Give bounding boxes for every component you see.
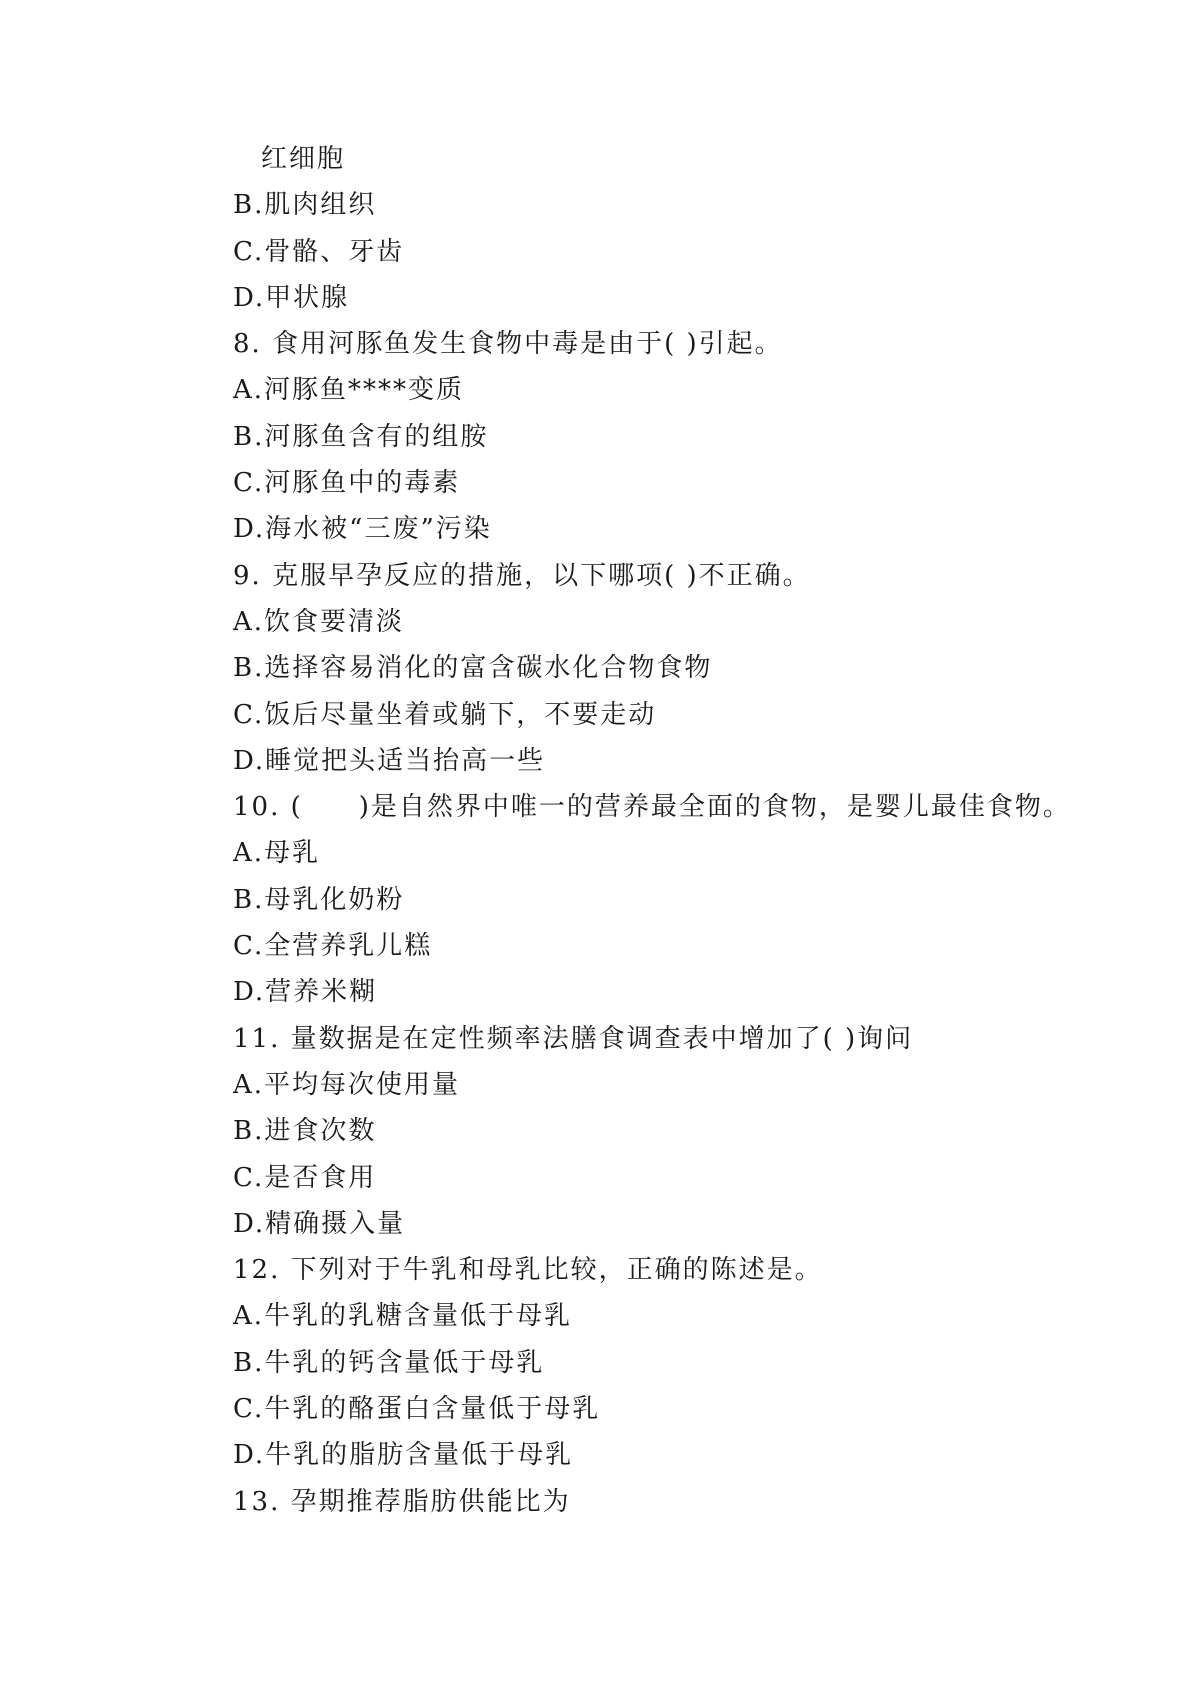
- answer-option: C.骨骼、牙齿: [233, 236, 405, 267]
- answer-option: B.牛乳的钙含量低于母乳: [233, 1347, 545, 1378]
- question-13: 13. 孕期推荐脂肪供能比为: [233, 1486, 571, 1517]
- answer-option: D.睡觉把头适当抬高一些: [233, 745, 546, 776]
- answer-option: A.饮食要清淡: [233, 606, 405, 637]
- answer-option: B.选择容易消化的富含碳水化合物食物: [233, 653, 713, 684]
- question-9: 9. 克服早孕反应的措施，以下哪项( )不正确。: [233, 560, 811, 591]
- answer-option: C.全营养乳儿糕: [233, 931, 433, 962]
- answer-option: D.海水被“三废”污染: [233, 514, 492, 545]
- answer-option: B.河豚鱼含有的组胺: [233, 421, 489, 452]
- answer-option: C.是否食用: [233, 1162, 377, 1193]
- question-10: 10. ( )是自然界中唯一的营养最全面的食物，是婴儿最佳食物。: [233, 792, 1071, 823]
- answer-option: D.牛乳的脂肪含量低于母乳: [233, 1440, 574, 1471]
- answer-option: C.饭后尽量坐着或躺下，不要走动: [233, 699, 657, 730]
- answer-option: A.母乳: [233, 838, 321, 869]
- answer-option: B.肌肉组织: [233, 190, 377, 221]
- question-12: 12. 下列对于牛乳和母乳比较，正确的陈述是。: [233, 1255, 823, 1286]
- answer-option: A.牛乳的乳糖含量低于母乳: [233, 1301, 573, 1332]
- answer-option: A.河豚鱼****变质: [233, 375, 465, 406]
- answer-option: B.进食次数: [233, 1116, 377, 1147]
- answer-option: D.甲状腺: [233, 282, 350, 313]
- answer-option: C.河豚鱼中的毒素: [233, 468, 461, 499]
- answer-option: A.平均每次使用量: [233, 1069, 461, 1100]
- question-8: 8. 食用河豚鱼发生食物中毒是由于( )引起。: [233, 329, 783, 360]
- answer-option: D.营养米糊: [233, 977, 378, 1008]
- answer-option: B.母乳化奶粉: [233, 884, 405, 915]
- document-body: [233, 136, 1113, 1525]
- answer-option: 红细胞: [261, 144, 346, 174]
- answer-option: D.精确摄入量: [233, 1208, 406, 1239]
- answer-option: C.牛乳的酪蛋白含量低于母乳: [233, 1394, 601, 1425]
- question-11: 11. 量数据是在定性频率法膳食调查表中增加了( )询问: [233, 1023, 914, 1054]
